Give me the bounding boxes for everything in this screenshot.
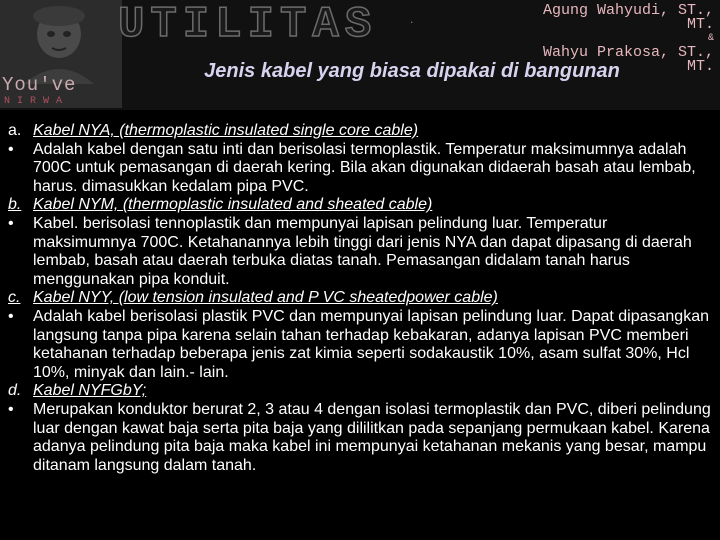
item-description: Kabel. berisolasi tennoplastik dan mempunyai lapisan pelindung luar. Temperatur maksimumnya 700C. Ketahanannya lebih tinggi dari jenis NYA dan dapat dipasang di daerah lembab, basah atau daerah terbuka diatas tanah. Pemasangan didalam tanah harus menggunakan pipa konduit. — [33, 214, 692, 288]
author-2: Wahyu Prakosa, ST., MT. — [542, 44, 714, 75]
logo-text: You've — [2, 74, 77, 96]
list-item-bullet — [8, 401, 712, 475]
list-item-heading — [8, 289, 712, 308]
author-ampersand: & — [707, 33, 714, 44]
item-heading: Kabel NYM, (thermoplastic insulated and sheated cable) — [33, 196, 433, 214]
bullet-icon: • — [8, 140, 14, 158]
slide-header — [0, 0, 720, 110]
item-marker: d. — [8, 382, 22, 400]
item-heading: Kabel NYFGbY; — [33, 382, 147, 400]
logo — [0, 0, 122, 108]
list-item-heading — [8, 196, 712, 215]
slide-title: Jenis kabel yang biasa dipakai di bangunan — [204, 60, 620, 82]
item-description: Adalah kabel berisolasi plastik PVC dan mempunyai lapisan pelindung luar. Dapat dipasangkan langsung tanpa pipa karena selain tahan terhadap kebakaran, adanya lapisan PVC memberi ketahanan terhadap beberapa jenis zat kimia seperti sodakaustik 10%, asam sulfat 30%, Hcl 10%, minyak dan lain.- lain. — [33, 307, 709, 381]
item-description: Adalah kabel dengan satu inti dan berisolasi termoplastik. Temperatur maksimumnya adalah 700C untuk pemasangan di daerah kering. Bila akan digunakan didaerah basah atau lembab, harus. dimasukkan kedalam pipa PVC. — [33, 140, 696, 195]
item-marker: c. — [8, 289, 21, 307]
list-item-bullet — [8, 215, 712, 289]
brand-title: UTILITAS — [118, 0, 378, 50]
item-heading: Kabel NYY, (low tension insulated and P VC sheatedpower cable) — [33, 289, 498, 307]
author-1: Agung Wahyudi, ST., MT. — [542, 2, 714, 33]
header-dot: . — [410, 12, 414, 26]
item-description: Merupakan konduktor berurat 2, 3 atau 4 dengan isolasi termoplastik dan PVC, diberi pelindung luar dengan kawat baja serta pita baja yang dililitkan pada sepanjang permukaan kabel. Karena adanya pelindung pita baja maka kabel ini mempunyai ketahanan mekanis yang besar, mampu ditanam langsung dalam tanah. — [33, 400, 711, 474]
list-item-heading — [8, 382, 712, 401]
portrait-image — [14, 4, 104, 84]
item-marker: b. — [8, 196, 22, 214]
bullet-icon: • — [8, 214, 14, 232]
bullet-icon: • — [8, 307, 14, 325]
item-heading: Kabel NYA, (thermoplastic insulated single core cable) — [33, 122, 419, 139]
list-item-bullet — [8, 308, 712, 382]
slide-content — [8, 122, 712, 475]
list-item-heading — [8, 122, 712, 141]
bullet-icon: • — [8, 400, 14, 418]
logo-subtext: NIRWA — [4, 96, 70, 107]
list-item-bullet — [8, 141, 712, 197]
item-marker: a. — [8, 122, 22, 139]
